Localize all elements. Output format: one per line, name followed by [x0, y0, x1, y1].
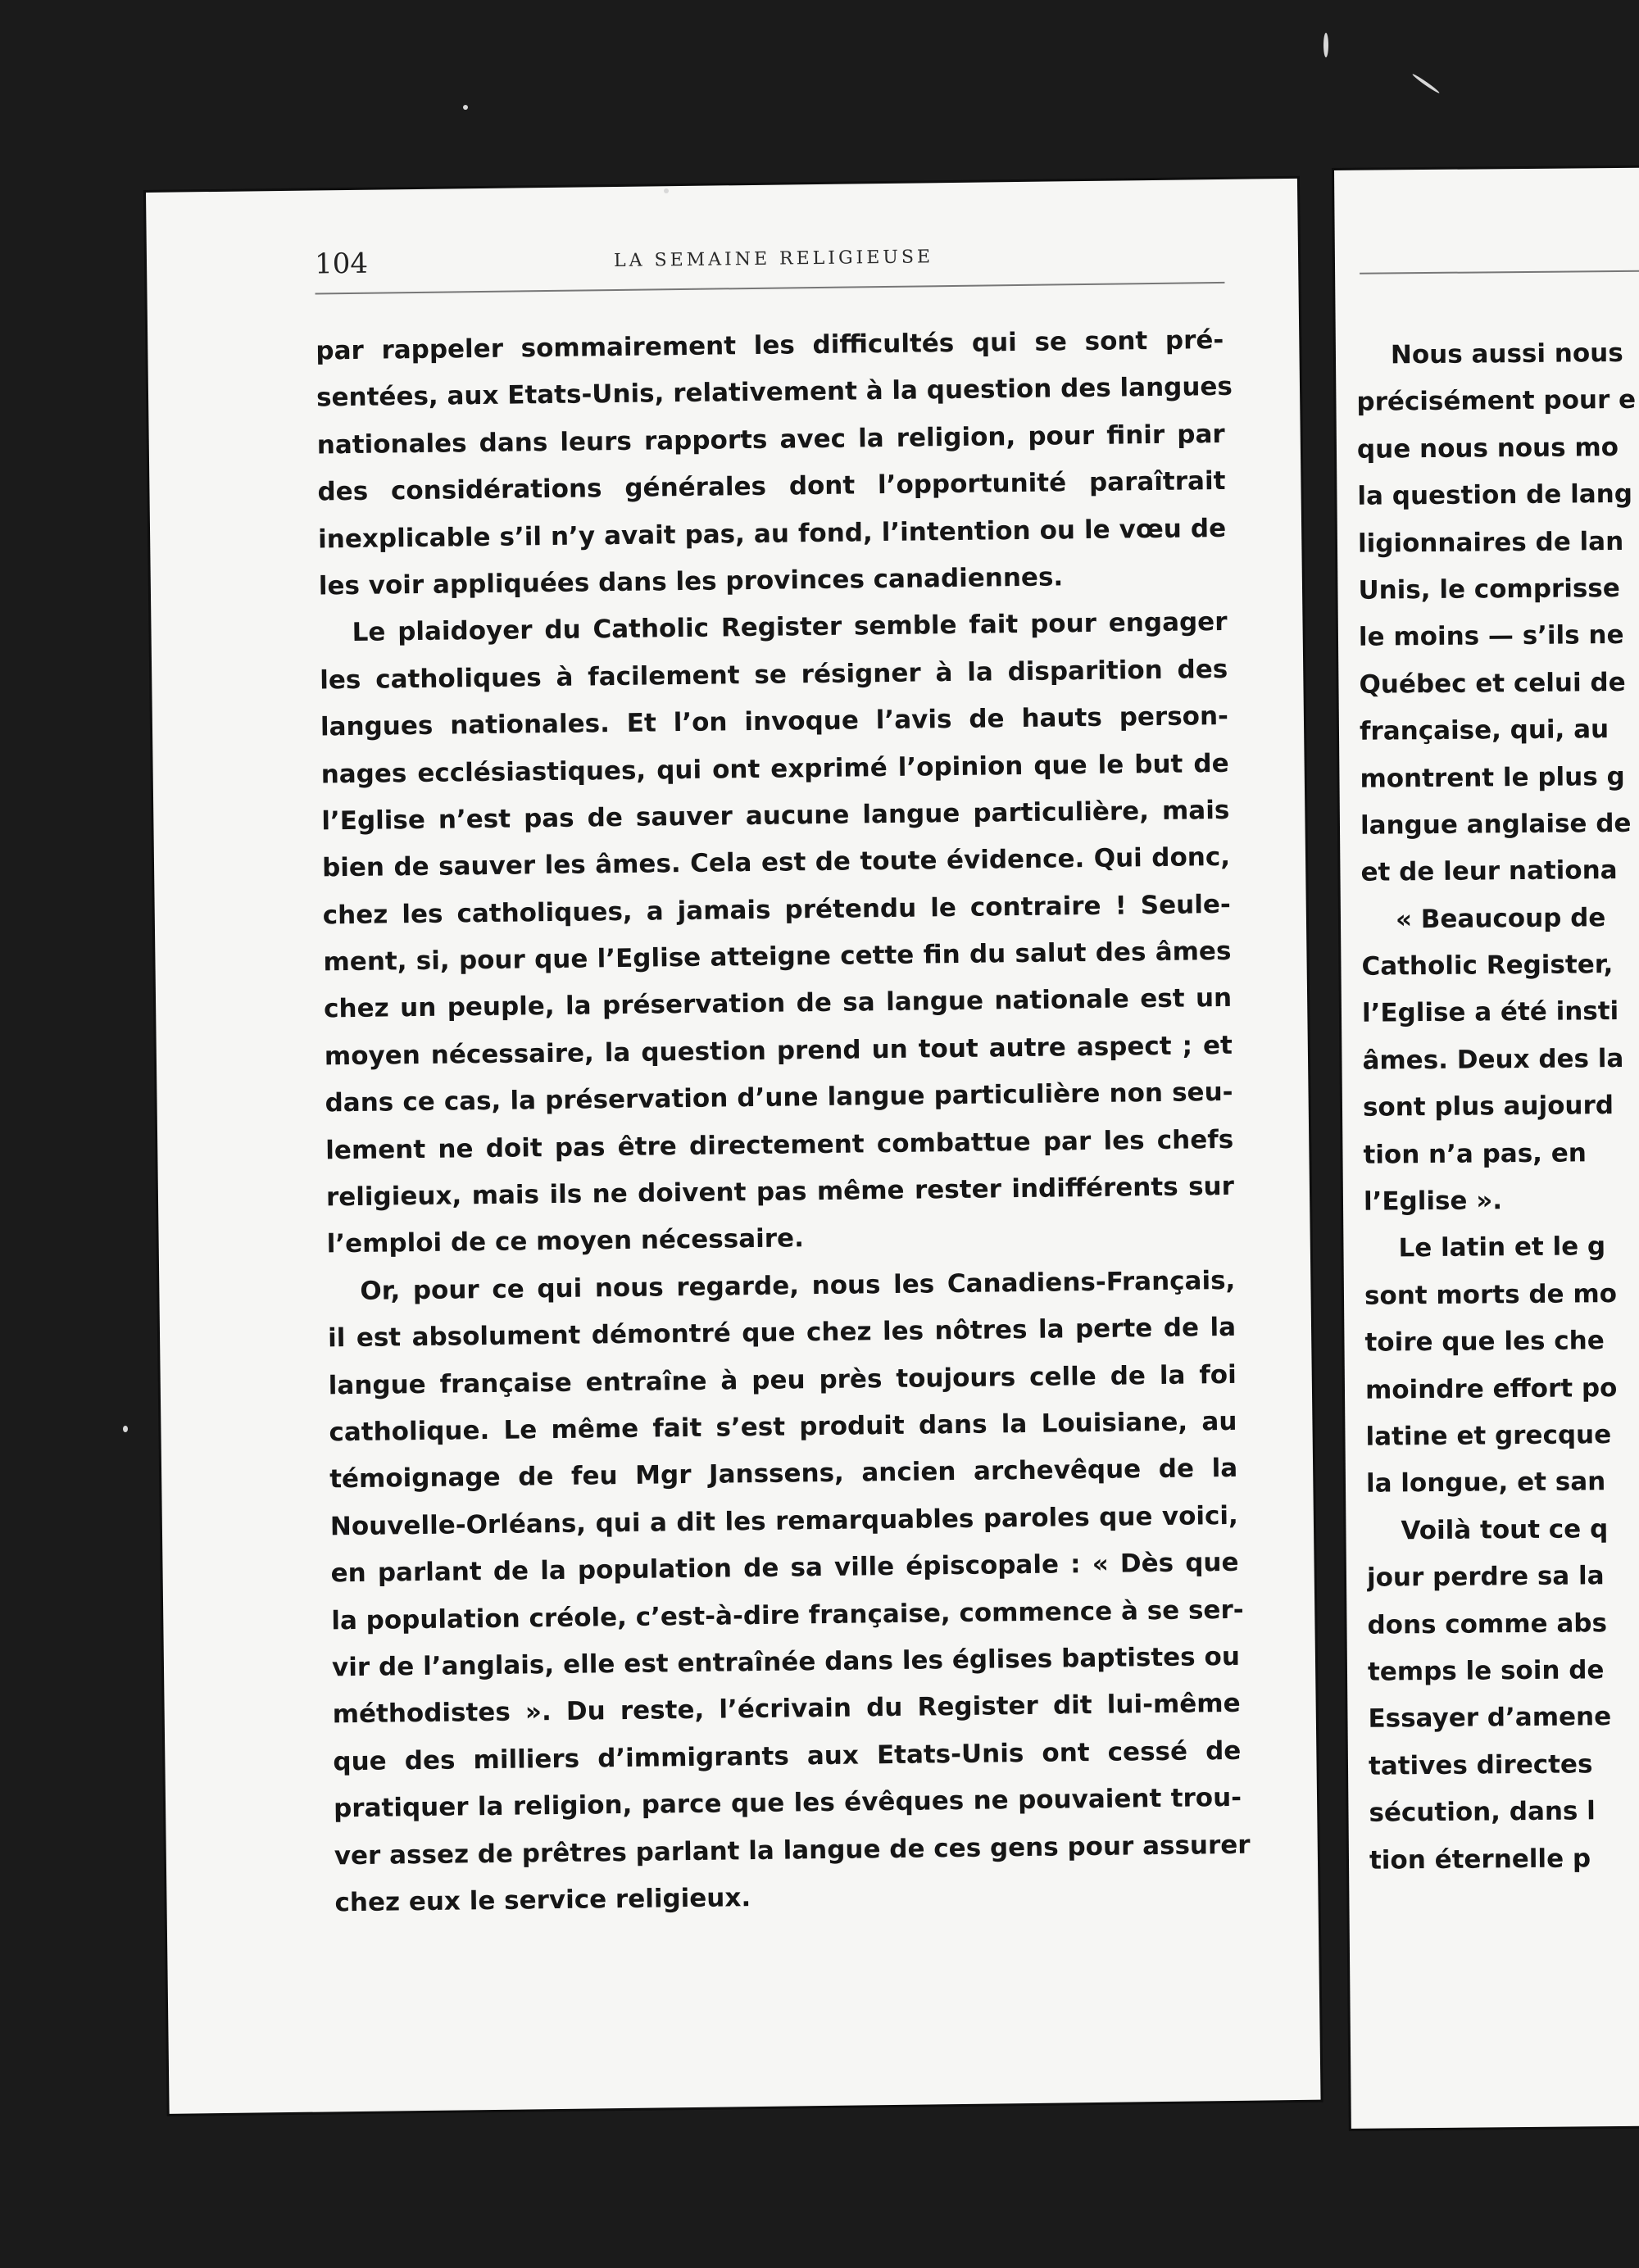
text-line: la population créole, c’est-à-dire française, commence à se ser-: [331, 1594, 1244, 1635]
text-line: pratiquer la religion, parce que les évêques ne pouvaient trou-: [333, 1782, 1242, 1824]
text-line: précisément pour e: [1356, 385, 1637, 418]
text-line: nages ecclésiastiques, qui ont exprimé l’opinion que le but de: [320, 748, 1229, 789]
text-line: Québec et celui de: [1359, 667, 1626, 700]
right-page: [1334, 168, 1639, 2129]
text-line: chez les catholiques, a jamais prétendu le contraire ! Seule-: [322, 889, 1231, 931]
scan-speck: [664, 188, 669, 193]
text-line: l’Eglise a été insti: [1361, 996, 1619, 1029]
text-line: latine et grecque: [1365, 1420, 1612, 1452]
header-rule: [316, 282, 1225, 295]
page-header: [315, 237, 1233, 281]
body-text: [316, 317, 1251, 1927]
text-line: inexplicable s’il n’y avait pas, au fond, l’intention ou le vœu de: [317, 513, 1227, 555]
scan-speck: [1411, 73, 1440, 94]
text-line: nationales dans leurs rapports avec la religion, pour finir par: [316, 419, 1225, 460]
text-line: des considérations générales dont l’opportunité paraîtrait: [317, 466, 1226, 507]
scan-speck: [463, 105, 468, 110]
text-line: moindre effort po: [1364, 1372, 1618, 1405]
text-line: vir de l’anglais, elle est entraînée dans les églises baptistes ou: [331, 1641, 1241, 1683]
text-line: montrent le plus g: [1360, 761, 1625, 794]
text-line: toire que les che: [1364, 1326, 1605, 1358]
text-line: Le plaidoyer du Catholic Register semble fait pour engager: [352, 607, 1228, 648]
text-line: Essayer d’amene: [1368, 1702, 1612, 1735]
text-line: Voilà tout ce q: [1401, 1513, 1609, 1546]
text-line: religieux, mais ils ne doivent pas même rester indifférents sur: [325, 1171, 1235, 1213]
running-head: LA SEMAINE RELIGIEUSE: [613, 247, 934, 272]
text-line: Catholic Register,: [1361, 950, 1614, 982]
text-line: par rappeler sommairement les difficultés qui se sont pré-: [316, 324, 1224, 366]
text-line: la question de lang: [1357, 479, 1633, 511]
text-line: chez un peuple, la préservation de sa langue nationale est un: [323, 983, 1233, 1024]
text-line: et de leur nationa: [1360, 855, 1618, 888]
text-line: Nouvelle-Orléans, qui a dit les remarquables paroles que voici,: [329, 1500, 1239, 1542]
text-line: Unis, le comprisse: [1358, 573, 1620, 606]
text-line: témoignage de feu Mgr Janssens, ancien archevêque de la: [329, 1454, 1238, 1495]
text-line: dons comme abs: [1367, 1608, 1608, 1640]
text-line: tion n’a pas, en: [1363, 1138, 1587, 1170]
left-page: [146, 179, 1321, 2114]
text-line: moyen nécessaire, la question prend un tout autre aspect ; et: [324, 1030, 1233, 1072]
text-line: l’Eglise ».: [1363, 1186, 1503, 1217]
right-body-text: [1356, 329, 1639, 1884]
text-line: bien de sauver les âmes. Cela est de toute évidence. Qui donc,: [321, 842, 1231, 883]
text-line: ver assez de prêtres parlant la langue de ces gens pour assurer: [334, 1830, 1251, 1871]
text-line: sont plus aujourd: [1362, 1091, 1614, 1123]
text-line: jour perdre sa la: [1366, 1561, 1605, 1593]
text-line: méthodistes ». Du reste, l’écrivain du Register dit lui-même: [332, 1689, 1241, 1730]
text-line: l’Eglise n’est pas de sauver aucune langue particulière, mais: [321, 795, 1230, 837]
page-number: 104: [314, 247, 369, 281]
text-line: il est absolument démontré que chez les nôtres la perte de la: [327, 1313, 1237, 1354]
text-line: sécution, dans l: [1369, 1796, 1596, 1828]
text-line: catholique. Le même fait s’est produit dans la Louisiane, au: [329, 1406, 1237, 1448]
text-line: sentées, aux Etats-Unis, relativement à la question des langues: [316, 372, 1233, 413]
text-line: temps le soin de: [1367, 1655, 1605, 1687]
text-line: le moins — s’ils ne: [1358, 620, 1624, 653]
text-line: « Beaucoup de: [1395, 902, 1606, 935]
text-line: dans ce cas, la préservation d’une langue particulière non seu-: [325, 1077, 1233, 1118]
text-line: langue française entraîne à peu près toujours celle de la foi: [328, 1359, 1237, 1400]
text-line: chez eux le service religieux.: [334, 1883, 751, 1918]
text-line: Nous aussi nous: [1390, 338, 1623, 370]
text-line: langues nationales. Et l’on invoque l’avis de hauts person-: [320, 701, 1229, 742]
text-line: française, qui, au: [1359, 714, 1609, 746]
text-line: ligionnaires de lan: [1357, 526, 1624, 559]
text-line: l’emploi de ce moyen nécessaire.: [326, 1223, 805, 1259]
text-line: tatives directes: [1368, 1749, 1593, 1781]
text-line: en parlant de la population de sa ville épiscopale : « Dès que: [330, 1547, 1239, 1589]
text-line: Or, pour ce qui nous regarde, nous les Canadiens-Français,: [360, 1265, 1236, 1306]
text-line: que des milliers d’immigrants aux Etats-Unis ont cessé de: [333, 1735, 1242, 1777]
scan-speck: [123, 1426, 128, 1432]
scan-speck: [1323, 33, 1328, 57]
text-line: lement ne doit pas être directement combattue par les chefs: [325, 1124, 1234, 1166]
text-line: que nous nous mo: [1356, 432, 1619, 465]
text-line: langue anglaise de: [1360, 808, 1632, 841]
text-line: tion éternelle p: [1369, 1843, 1591, 1876]
text-line: sont morts de mo: [1364, 1278, 1618, 1311]
text-line: les voir appliquées dans les provinces canadiennes.: [318, 562, 1064, 601]
text-line: âmes. Deux des la: [1362, 1043, 1624, 1076]
text-line: ment, si, pour que l’Eglise atteigne cette fin du salut des âmes: [323, 936, 1232, 978]
text-line: la longue, et san: [1365, 1467, 1606, 1499]
text-line: les catholiques à facilement se résigner à la disparition des: [320, 654, 1228, 696]
right-header-rule: [1360, 270, 1639, 274]
text-line: Le latin et le g: [1398, 1232, 1606, 1263]
